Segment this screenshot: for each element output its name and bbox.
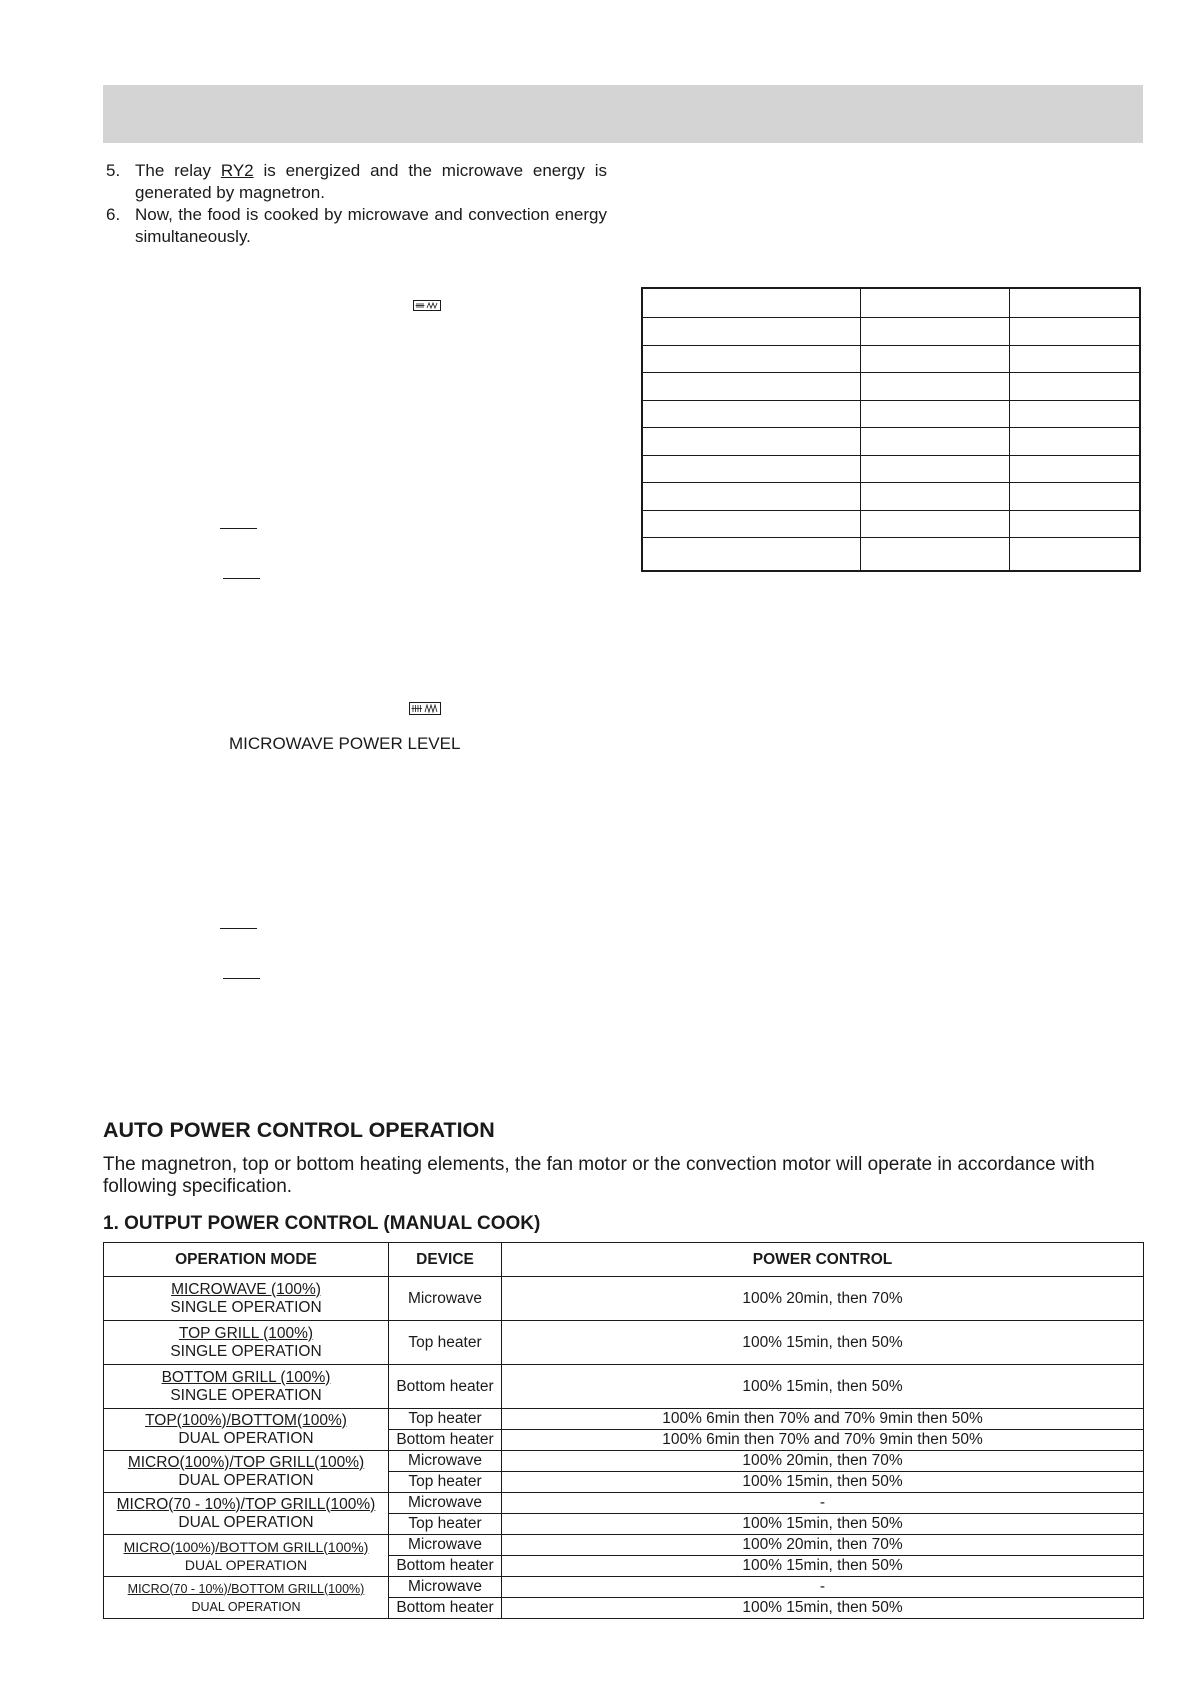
power-control-cell: - [502,1493,1144,1514]
column-header-device: DEVICE [389,1243,502,1277]
blank-grid-table [641,287,1141,572]
step-list [104,160,607,248]
power-control-cell: 100% 20min, then 70% [502,1535,1144,1556]
step-item-5 [104,160,607,204]
power-control-cell: 100% 20min, then 70% [502,1277,1144,1321]
operation-mode-name: MICRO(70 - 10%)/BOTTOM GRILL(100%) [127,1581,365,1596]
step-item-6 [104,204,607,248]
power-control-cell: 100% 15min, then 50% [502,1472,1144,1493]
microwave-power-level-label: MICROWAVE POWER LEVEL [229,734,461,753]
device-cell: Microwave [389,1493,502,1514]
device-cell: Bottom heater [389,1598,502,1619]
table-row [104,1577,1144,1598]
operation-type: DUAL OPERATION [191,1599,301,1614]
operation-mode-cell [104,1409,389,1451]
section-title: AUTO POWER CONTROL OPERATION [103,1118,495,1142]
power-control-cell: - [502,1577,1144,1598]
column-header-operation-mode: OPERATION MODE [104,1243,389,1277]
section-intro: The magnetron, top or bottom heating elements, the fan motor or the convection motor will operate in accordance with following specification. [103,1154,1095,1197]
device-cell: Top heater [389,1321,502,1365]
table-row [104,1321,1144,1365]
blank-line [223,578,260,579]
operation-mode-name: MICRO(100%)/BOTTOM GRILL(100%) [123,1538,369,1555]
operation-mode-cell [104,1577,389,1619]
operation-mode-name: TOP GRILL (100%) [178,1324,314,1342]
device-cell: Top heater [389,1409,502,1430]
operation-mode-name: TOP(100%)/BOTTOM(100%) [145,1411,347,1429]
header-band [103,85,1143,143]
power-control-cell: 100% 15min, then 50% [502,1365,1144,1409]
operation-mode-name: MICRO(100%)/TOP GRILL(100%) [127,1453,365,1471]
power-control-cell: 100% 6min then 70% and 70% 9min then 50% [502,1430,1144,1451]
table-row [104,1277,1144,1321]
blank-line [220,928,257,929]
operation-type: DUAL OPERATION [178,1471,314,1489]
operation-type: SINGLE OPERATION [170,1298,322,1316]
operation-mode-cell [104,1493,389,1535]
device-cell: Top heater [389,1472,502,1493]
power-control-cell: 100% 15min, then 50% [502,1556,1144,1577]
table-header-row [104,1243,1144,1277]
column-header-power-control: POWER CONTROL [502,1243,1144,1277]
device-cell: Bottom heater [389,1430,502,1451]
operation-mode-cell [104,1277,389,1321]
step-number: 6. [106,205,121,224]
device-cell: Microwave [389,1277,502,1321]
device-cell: Microwave [389,1577,502,1598]
device-cell: Bottom heater [389,1556,502,1577]
operation-type: SINGLE OPERATION [170,1386,322,1404]
table-row [104,1409,1144,1430]
operation-type: DUAL OPERATION [178,1429,314,1447]
operation-type: DUAL OPERATION [184,1556,308,1573]
device-cell: Top heater [389,1514,502,1535]
device-cell: Microwave [389,1451,502,1472]
operation-mode-cell [104,1535,389,1577]
output-power-control-table [103,1242,1144,1619]
operation-type: SINGLE OPERATION [170,1342,322,1360]
table-row [104,1493,1144,1514]
grill-microwave-icon [409,702,441,715]
operation-type: DUAL OPERATION [178,1513,314,1531]
table-row [104,1535,1144,1556]
device-cell: Microwave [389,1535,502,1556]
step-number: 5. [106,161,121,180]
power-control-cell: 100% 15min, then 50% [502,1514,1144,1535]
relay-name: RY2 [220,161,254,180]
step-text: The relay [135,161,221,180]
step-text: is energized and the microwave energy is generated by magnetron. [135,161,607,202]
operation-mode-cell [104,1321,389,1365]
power-control-cell: 100% 15min, then 50% [502,1598,1144,1619]
table-row [104,1365,1144,1409]
operation-mode-name: BOTTOM GRILL (100%) [161,1368,331,1386]
table-row [104,1451,1144,1472]
operation-mode-name: MICRO(70 - 10%)/TOP GRILL(100%) [116,1495,376,1513]
power-control-cell: 100% 15min, then 50% [502,1321,1144,1365]
section-subtitle: 1. OUTPUT POWER CONTROL (MANUAL COOK) [103,1213,541,1234]
blank-line [223,978,260,979]
grill-microwave-icon [413,300,441,311]
step-text: Now, the food is cooked by microwave and convection energy simultaneously. [135,205,607,246]
operation-mode-cell [104,1451,389,1493]
power-control-cell: 100% 20min, then 70% [502,1451,1144,1472]
device-cell: Bottom heater [389,1365,502,1409]
operation-mode-name: MICROWAVE (100%) [171,1280,321,1298]
operation-mode-cell [104,1365,389,1409]
blank-line [220,528,257,529]
power-control-cell: 100% 6min then 70% and 70% 9min then 50% [502,1409,1144,1430]
